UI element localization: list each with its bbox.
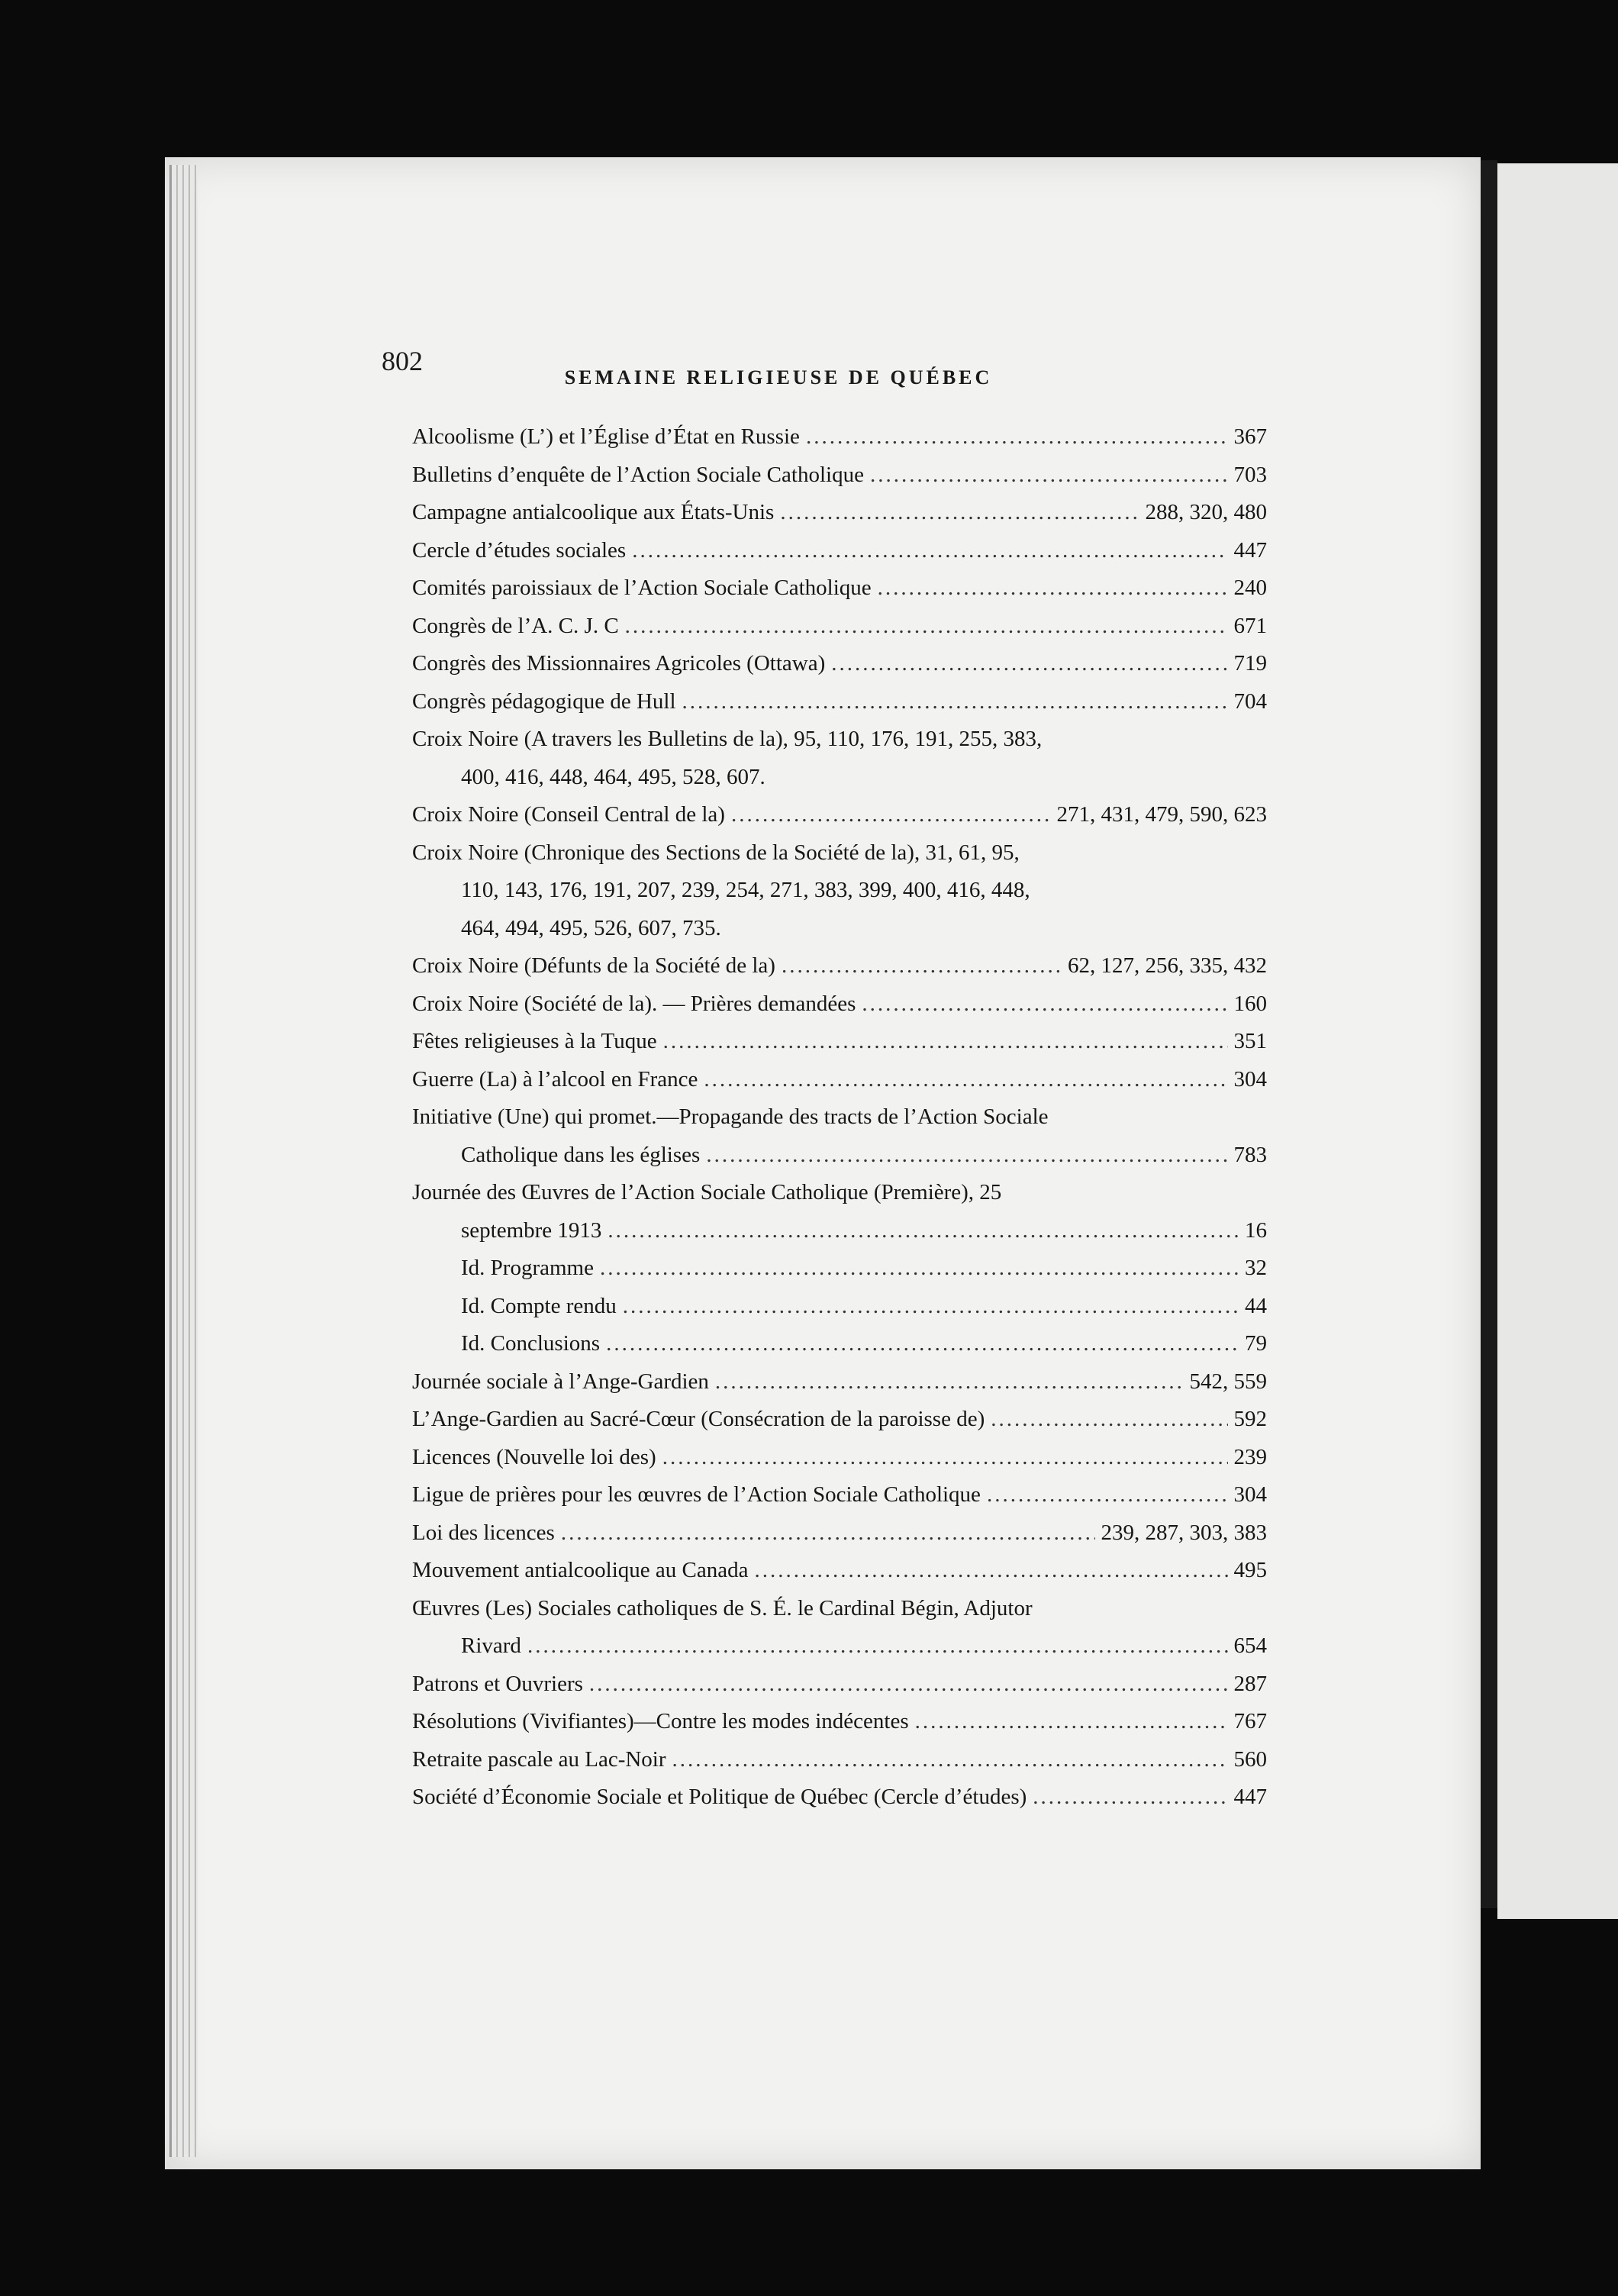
index-entry-title: Guerre (La) à l’alcool en France [412, 1066, 698, 1092]
index-entry-title: septembre 1913 [461, 1217, 602, 1243]
dot-leader [862, 985, 1227, 1024]
index-entry-title: Congrès pédagogique de Hull [412, 688, 676, 714]
index-entry-title: Campagne antialcoolique aux États-Unis [412, 500, 775, 524]
index-entry-title: Alcoolisme (L’) et l’Église d’État en Russie [412, 424, 800, 449]
index-entry-title: Mouvement antialcoolique au Canada [412, 1558, 749, 1582]
index-entry [412, 1703, 1267, 1741]
dot-leader [663, 1023, 1228, 1061]
index-list [412, 418, 1267, 1817]
index-entry [412, 947, 1267, 985]
index-entry-title: Id. Compte rendu [461, 1293, 617, 1318]
index-line [412, 569, 1267, 608]
page-edge-stack [169, 165, 198, 2157]
index-entry [412, 1439, 1267, 1477]
dot-leader [606, 1325, 1239, 1363]
index-entry-title: Croix Noire (Défunts de la Société de la) [412, 953, 775, 978]
dot-leader [780, 494, 1139, 532]
index-entry-title: Rivard [461, 1633, 521, 1658]
index-entry-title: Croix Noire (Société de la). — Prières demandées [412, 991, 856, 1016]
index-entry [412, 418, 1267, 456]
index-entry-pages: 654 [1233, 1633, 1267, 1658]
dot-leader [589, 1666, 1228, 1704]
index-entry-pages: 560 [1233, 1746, 1267, 1772]
index-entry [412, 532, 1267, 570]
index-entry-pages: 240 [1233, 576, 1267, 600]
index-entry [412, 1778, 1267, 1817]
index-entry-pages: 32 [1245, 1256, 1267, 1280]
index-entry-pages: 160 [1233, 991, 1267, 1016]
index-line [412, 1023, 1267, 1061]
dot-leader [1033, 1778, 1227, 1817]
index-line [412, 1363, 1267, 1401]
index-entry-title: Cercle d’études sociales [412, 537, 627, 563]
index-entry-title: Congrès des Missionnaires Agricoles (Ottawa) [412, 651, 826, 676]
index-entry [412, 456, 1267, 495]
index-entry-pages: 447 [1233, 537, 1267, 563]
index-line [412, 985, 1267, 1024]
index-line [412, 645, 1267, 683]
dot-leader [623, 1288, 1239, 1326]
index-line [412, 1627, 1267, 1666]
index-entry [412, 1401, 1267, 1439]
index-entry-pages: 542, 559 [1189, 1369, 1267, 1394]
index-entry-title: Id. Programme [461, 1256, 594, 1280]
index-entry-pages: 704 [1233, 688, 1267, 714]
dot-leader [755, 1552, 1228, 1590]
index-entry-pages: 44 [1245, 1293, 1267, 1318]
index-entry-pages: 239, 287, 303, 383 [1101, 1520, 1267, 1545]
index-entry [412, 1288, 1267, 1326]
index-entry-title: Ligue de prières pour les œuvres de l’Action Sociale Catholique [412, 1482, 981, 1507]
index-entry [412, 1023, 1267, 1061]
index-entry [412, 608, 1267, 646]
index-entry-title: Loi des licences [412, 1520, 555, 1545]
index-entry-pages: 351 [1233, 1029, 1267, 1053]
dot-leader [870, 456, 1228, 495]
page-number: 802 [382, 346, 423, 376]
index-line [412, 1741, 1267, 1779]
dot-leader [561, 1514, 1095, 1553]
index-entry-page-list: 110, 143, 176, 191, 207, 239, 254, 271, 383, 399, 400, 416, 448, [461, 878, 1030, 902]
index-entry-pages: 447 [1233, 1785, 1267, 1809]
dot-leader [715, 1363, 1184, 1401]
index-entry [412, 1666, 1267, 1704]
dot-leader [782, 947, 1062, 985]
index-entry-title: Résolutions (Vivifiantes)—Contre les modes indécentes [412, 1709, 909, 1733]
index-line [412, 1778, 1267, 1817]
index-entry-title: Catholique dans les églises [461, 1142, 701, 1167]
index-entry [412, 1590, 1267, 1666]
index-line [412, 1288, 1267, 1326]
dot-leader [600, 1250, 1239, 1288]
index-entry-title: Id. Conclusions [461, 1331, 601, 1356]
index-entry [412, 1325, 1267, 1363]
dot-leader [806, 418, 1228, 456]
index-entry [412, 1061, 1267, 1099]
index-entry-title: Journée des Œuvres de l’Action Sociale Catholique (Première), 25 [412, 1180, 1002, 1204]
running-head: SEMAINE RELIGIEUSE DE QUÉBEC [564, 366, 993, 389]
index-entry [412, 494, 1267, 532]
index-entry [412, 721, 1267, 796]
index-line [412, 456, 1267, 495]
dot-leader [672, 1741, 1228, 1779]
index-line [412, 608, 1267, 646]
index-entry-pages: 288, 320, 480 [1145, 500, 1267, 524]
index-entry-title: Congrès de l’A. C. J. C [412, 613, 619, 638]
index-line [412, 1061, 1267, 1099]
index-entry-pages: 592 [1233, 1407, 1267, 1431]
index-entry-pages: 719 [1233, 651, 1267, 676]
dot-leader [987, 1476, 1228, 1514]
dot-leader [608, 1212, 1239, 1250]
dot-leader [706, 1137, 1227, 1175]
index-entry-pages: 16 [1245, 1217, 1267, 1243]
index-entry-title: Patrons et Ouvriers [412, 1671, 583, 1696]
index-entry [412, 1741, 1267, 1779]
index-line [412, 1703, 1267, 1741]
dot-leader [831, 645, 1227, 683]
index-entry-title: Initiative (Une) qui promet.—Propagande des tracts de l’Action Sociale [412, 1104, 1049, 1129]
index-entry-title: L’Ange-Gardien au Sacré-Cœur (Consécration de la paroisse de) [412, 1407, 985, 1431]
index-line [412, 1514, 1267, 1553]
index-entry [412, 985, 1267, 1024]
index-line [412, 1212, 1267, 1250]
index-entry-pages: 304 [1233, 1066, 1267, 1092]
index-entry-title: Société d’Économie Sociale et Politique de Québec (Cercle d’études) [412, 1785, 1027, 1809]
dot-leader [878, 569, 1228, 608]
index-entry-title: Croix Noire (Chronique des Sections de la Société de la), 31, 61, 95, [412, 840, 1020, 865]
index-entry-pages: 703 [1233, 462, 1267, 487]
index-entry-title: Journée sociale à l’Ange-Gardien [412, 1369, 709, 1394]
index-entry-pages: 287 [1233, 1671, 1267, 1696]
index-entry [412, 1174, 1267, 1250]
index-entry [412, 1363, 1267, 1401]
index-entry-pages: 495 [1233, 1558, 1267, 1582]
dot-leader [625, 608, 1228, 646]
index-entry-pages: 304 [1233, 1482, 1267, 1507]
index-line [412, 1439, 1267, 1477]
dot-leader [682, 683, 1228, 721]
index-line [412, 796, 1267, 834]
index-entry-pages: 239 [1233, 1444, 1267, 1469]
index-line [412, 532, 1267, 570]
index-entry-title: Croix Noire (Conseil Central de la) [412, 802, 725, 827]
index-entry-pages: 367 [1233, 424, 1267, 449]
index-entry [412, 796, 1267, 834]
index-entry [412, 569, 1267, 608]
index-line [412, 494, 1267, 532]
dot-leader [632, 532, 1227, 570]
index-line [412, 1476, 1267, 1514]
index-entry-title: Comités paroissiaux de l’Action Sociale Catholique [412, 576, 872, 600]
index-line [412, 947, 1267, 985]
index-line [412, 1137, 1267, 1175]
index-entry [412, 1098, 1267, 1174]
index-entry-title: Fêtes religieuses à la Tuque [412, 1029, 657, 1053]
index-entry-title: Bulletins d’enquête de l’Action Sociale Catholique [412, 462, 864, 487]
index-entry-title: Œuvres (Les) Sociales catholiques de S. É. le Cardinal Bégin, Adjutor [412, 1595, 1033, 1620]
dot-leader [991, 1401, 1227, 1439]
index-entry-page-list: 400, 416, 448, 464, 495, 528, 607. [461, 764, 765, 789]
dot-leader [704, 1061, 1227, 1099]
dot-leader [731, 796, 1051, 834]
index-entry-pages: 783 [1233, 1142, 1267, 1167]
index-line [412, 1401, 1267, 1439]
index-line [412, 683, 1267, 721]
index-entry-title: Licences (Nouvelle loi des) [412, 1444, 656, 1469]
index-entry [412, 1250, 1267, 1288]
index-entry [412, 834, 1267, 948]
index-entry-title: Croix Noire (A travers les Bulletins de la), 95, 110, 176, 191, 255, 383, [412, 727, 1043, 751]
index-entry [412, 1552, 1267, 1590]
index-line [412, 1666, 1267, 1704]
index-line [412, 1250, 1267, 1288]
index-line [412, 1325, 1267, 1363]
book-spine [1481, 160, 1497, 1908]
index-line [412, 418, 1267, 456]
index-line [412, 1552, 1267, 1590]
dot-leader [915, 1703, 1228, 1741]
index-entry [412, 1514, 1267, 1553]
adjacent-page [1497, 163, 1618, 1919]
index-entry [412, 645, 1267, 683]
index-entry-page-list: 464, 494, 495, 526, 607, 735. [461, 915, 721, 940]
dot-leader [527, 1627, 1228, 1666]
index-entry-pages: 767 [1233, 1709, 1267, 1733]
index-entry [412, 683, 1267, 721]
index-entry-pages: 271, 431, 479, 590, 623 [1056, 802, 1267, 827]
index-entry [412, 1476, 1267, 1514]
index-entry-pages: 79 [1245, 1331, 1267, 1356]
index-entry-pages: 62, 127, 256, 335, 432 [1068, 953, 1267, 978]
dot-leader [662, 1439, 1228, 1477]
index-entry-title: Retraite pascale au Lac-Noir [412, 1746, 666, 1772]
index-entry-pages: 671 [1233, 613, 1267, 638]
